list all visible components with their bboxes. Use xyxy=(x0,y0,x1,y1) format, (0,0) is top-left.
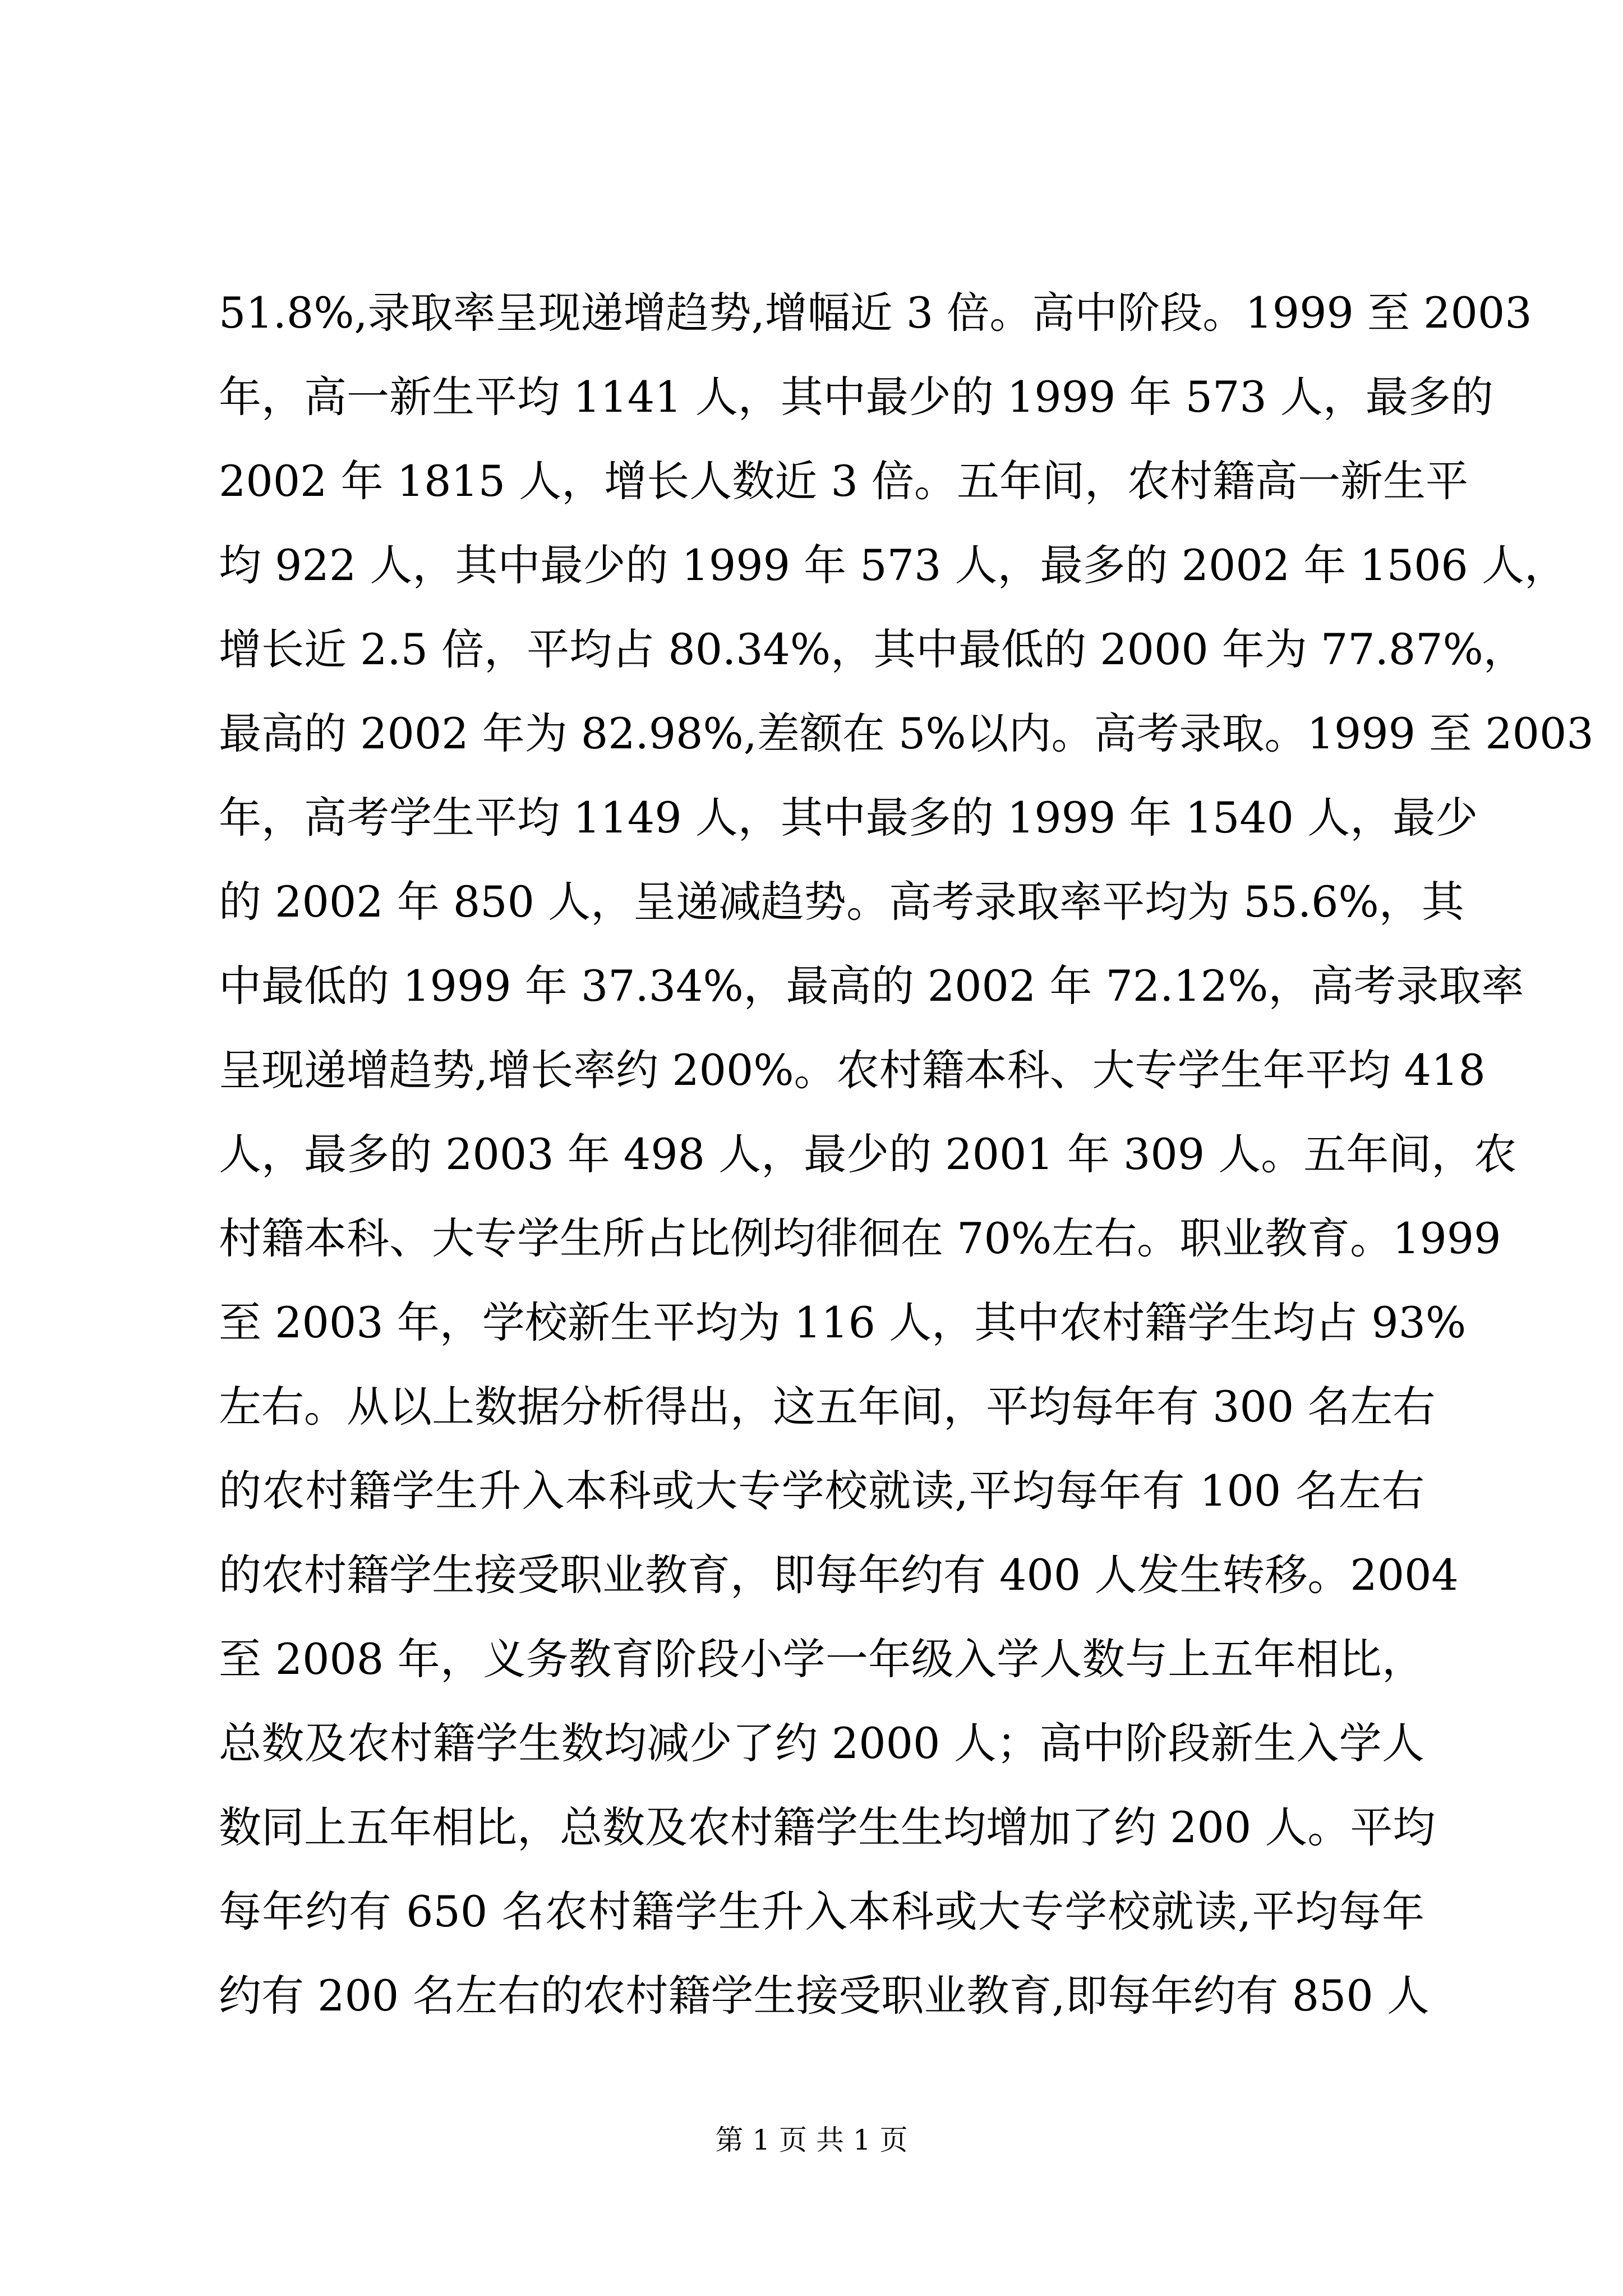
text-line: 数同上五年相比，总数及农村籍学生生均增加了约 200 人。平均 xyxy=(219,1802,1436,1852)
text-line: 村籍本科、大专学生所占比例均徘徊在 70%左右。职业教育。1999 xyxy=(219,1213,1501,1263)
text-line: 左右。从以上数据分析得出，这五年间，平均每年有 300 名左右 xyxy=(219,1382,1436,1432)
text-line: 中最低的 1999 年 37.34%，最高的 2002 年 72.12%，高考录取率 xyxy=(219,961,1524,1011)
text-line: 至 2008 年，义务教育阶段小学一年级入学人数与上五年相比， xyxy=(219,1634,1424,1684)
text-line: 人，最多的 2003 年 498 人，最少的 2001 年 309 人。五年间，农 xyxy=(219,1129,1517,1179)
text-line: 的 2002 年 850 人，呈递减趋势。高考录取率平均为 55.6%，其 xyxy=(219,877,1464,927)
text-line: 约有 200 名左右的农村籍学生接受职业教育,即每年约有 850 人 xyxy=(219,1971,1430,2021)
text-line: 增长近 2.5 倍，平均占 80.34%，其中最低的 2000 年为 77.87%， xyxy=(219,624,1526,674)
text-line: 呈现递增趋势,增长率约 200%。农村籍本科、大专学生年平均 418 xyxy=(219,1045,1486,1095)
page-footer: 第 1 页 共 1 页 xyxy=(715,2124,908,2156)
body-text xyxy=(219,271,1594,2038)
text-line: 最高的 2002 年为 82.98%,差额在 5%以内。高考录取。1999 至 2003 xyxy=(219,708,1594,758)
text-line: 至 2003 年，学校新生平均为 116 人，其中农村籍学生均占 93% xyxy=(219,1297,1467,1347)
text-line: 的农村籍学生接受职业教育，即每年约有 400 人发生转移。2004 xyxy=(219,1550,1459,1600)
text-line: 的农村籍学生升入本科或大专学校就读,平均每年有 100 名左右 xyxy=(219,1466,1424,1516)
text-line: 51.8%,录取率呈现递增趋势,增幅近 3 倍。高中阶段。1999 至 2003 xyxy=(219,288,1532,338)
text-line: 每年约有 650 名农村籍学生升入本科或大专学校就读,平均每年 xyxy=(219,1887,1424,1936)
text-line: 均 922 人，其中最少的 1999 年 573 人，最多的 2002 年 1506 人， xyxy=(219,540,1567,590)
text-line: 总数及农村籍学生数均减少了约 2000 人；高中阶段新生入学人 xyxy=(219,1718,1424,1768)
text-line: 年，高一新生平均 1141 人，其中最少的 1999 年 573 人，最多的 xyxy=(219,372,1493,422)
text-line: 年，高考学生平均 1149 人，其中最多的 1999 年 1540 人，最少 xyxy=(219,793,1478,843)
text-line: 2002 年 1815 人，增长人数近 3 倍。五年间，农村籍高一新生平 xyxy=(219,456,1468,506)
